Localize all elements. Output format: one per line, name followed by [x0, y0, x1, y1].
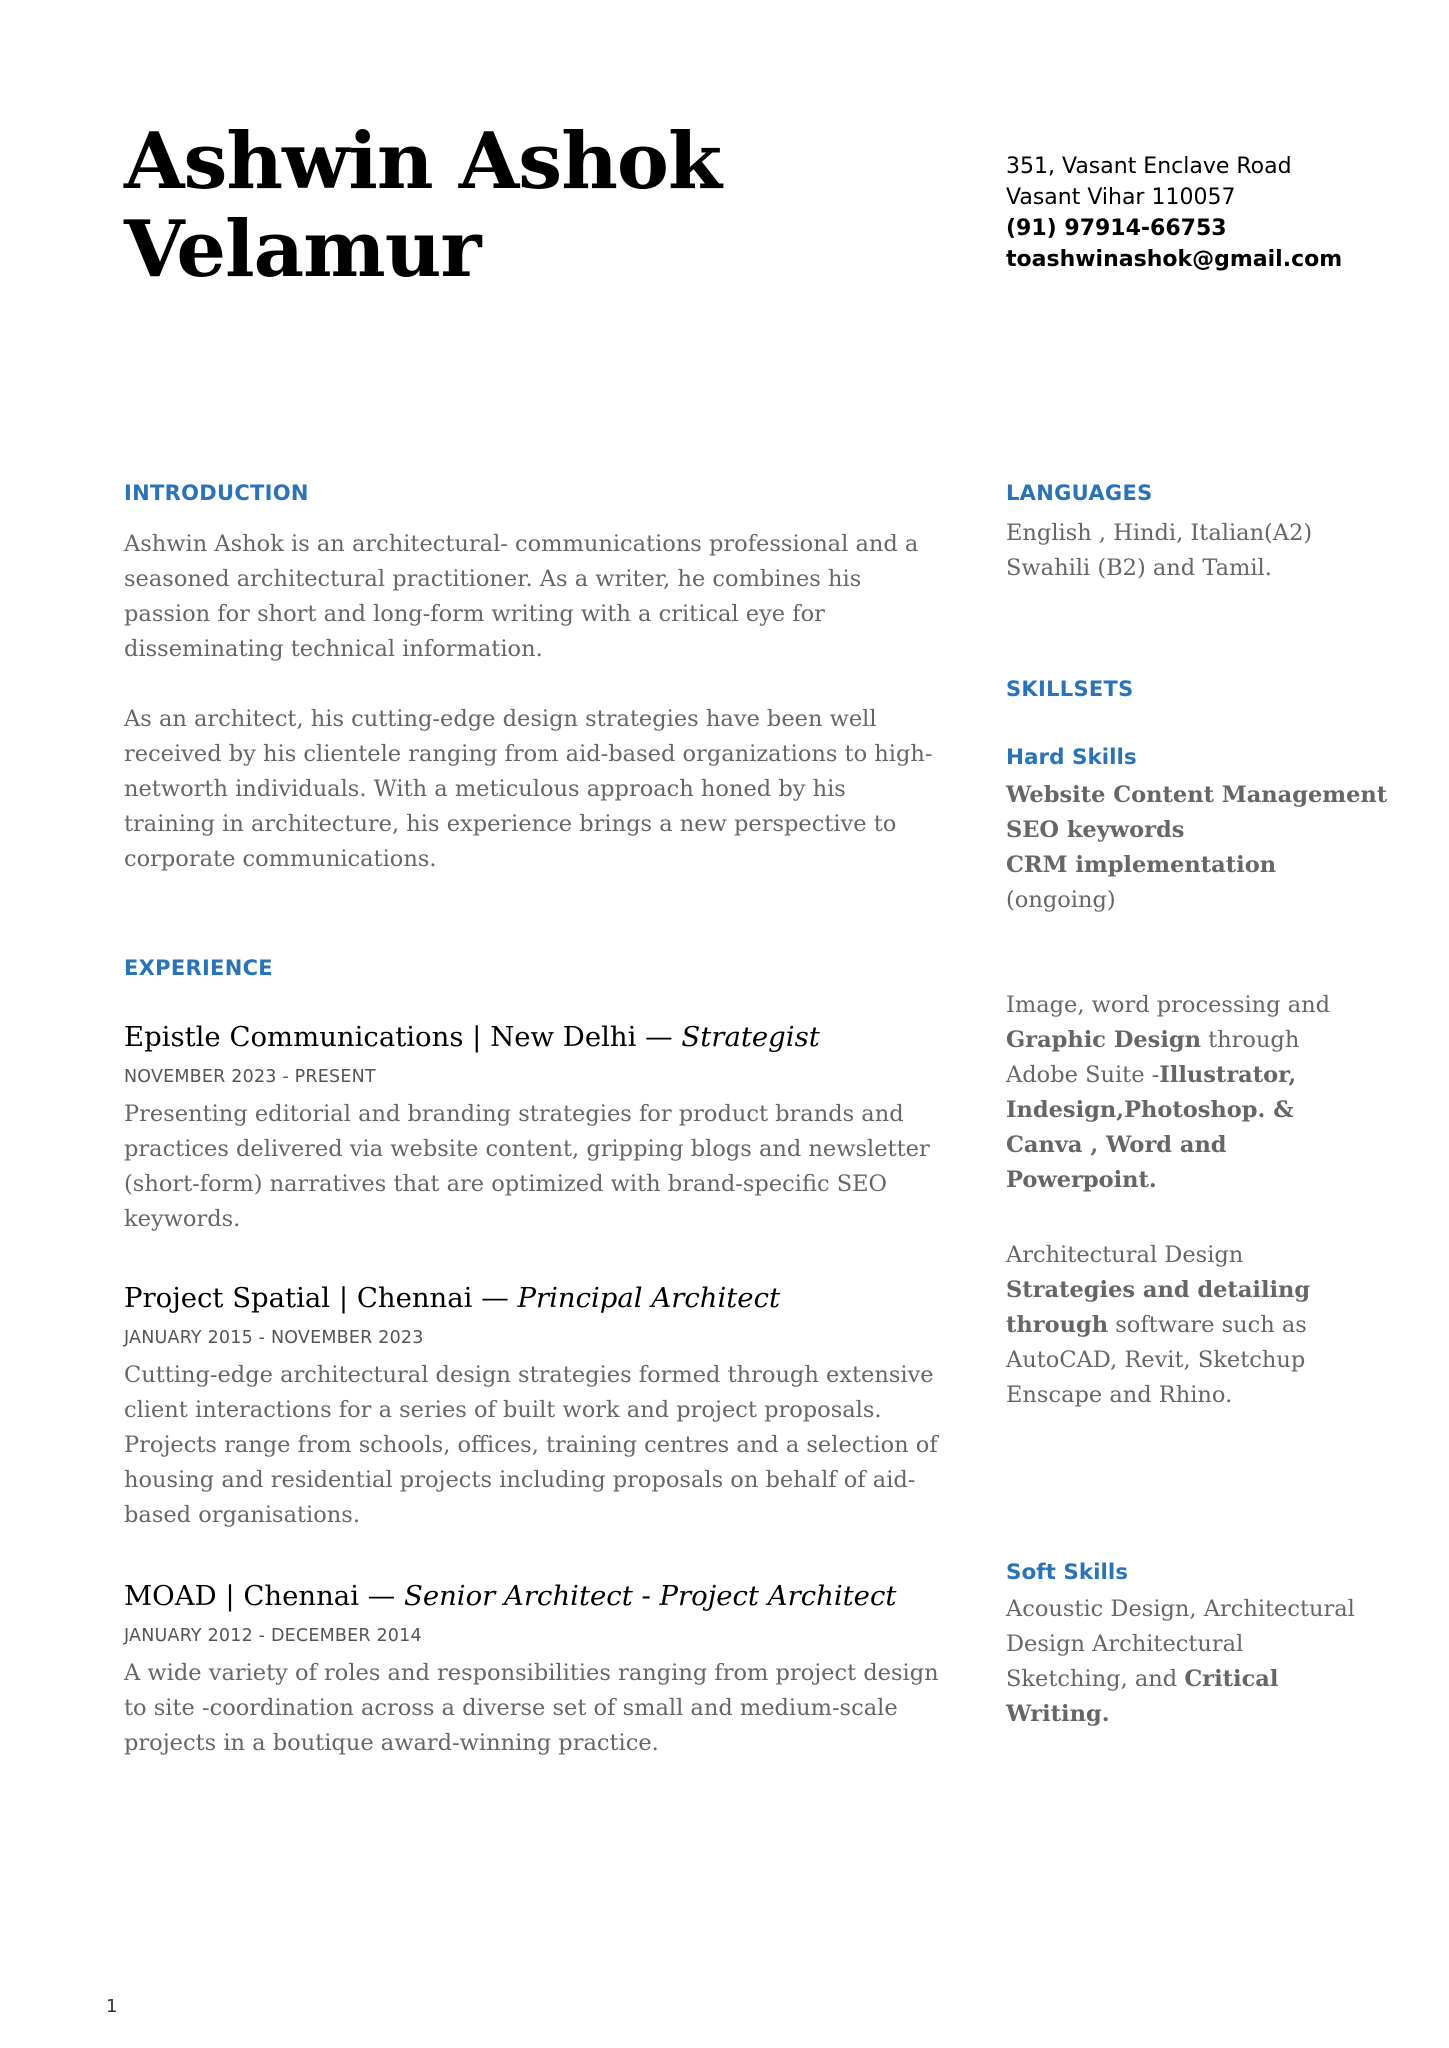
skill-text-bold: Graphic Design	[1006, 1027, 1201, 1053]
job-separator: —	[472, 1282, 518, 1314]
introduction-heading: INTRODUCTION	[124, 481, 309, 505]
job-role: Senior Architect - Project Architect	[403, 1580, 897, 1612]
job-dates: JANUARY 2015 - NOVEMBER 2023	[124, 1328, 424, 1348]
skill-text-bold: Strategies and detailing through	[1006, 1277, 1311, 1338]
introduction-paragraph-2: As an architect, his cutting-edge design strategies have been well received by his clientele ranging from aid-based organizations to high-networth individuals. With a meticulous approach honed by his training in architecture, his experience brings a new perspective to corporate communications.	[124, 706, 933, 872]
hard-skill-note: (ongoing)	[1006, 887, 1116, 913]
email-address: toashwinashok@gmail.com	[1006, 247, 1343, 272]
job-description: Cutting-edge architectural design strategies formed through extensive client interactions for a series of built work and project proposals. Projects range from schools, offices, training centres and a selection of housing and residential projects including proposals on behalf of aid-based organisations.	[124, 1362, 938, 1528]
job-title	[124, 1578, 954, 1614]
hard-skills-list	[1006, 778, 1406, 918]
job-dates: NOVEMBER 2023 - PRESENT	[124, 1067, 376, 1087]
skill-text-bold: Illustrator, Indesign,Photoshop. & Canva , Word and Powerpoint.	[1006, 1062, 1297, 1193]
experience-entry	[124, 1280, 954, 1533]
languages-list	[1006, 516, 1406, 586]
experience-entry	[124, 1019, 954, 1237]
job-role: Principal Architect	[517, 1282, 781, 1314]
skill-text: Architectural Design	[1006, 1242, 1244, 1268]
job-separator: —	[359, 1580, 404, 1612]
phone-number: (91) 97914-66753	[1006, 216, 1227, 241]
name-line-2: Velamur	[124, 204, 481, 295]
address-line-2: Vasant Vihar 110057	[1006, 185, 1236, 210]
languages-line-2: Swahili (B2) and Tamil.	[1006, 555, 1272, 581]
page-number: 1	[106, 1996, 118, 2017]
soft-skills-text	[1006, 1592, 1356, 1732]
job-title	[124, 1019, 954, 1055]
job-company: MOAD | Chennai	[124, 1580, 359, 1612]
architectural-design-skill	[1006, 1238, 1336, 1413]
name-line-1: Ashwin Ashok	[124, 116, 721, 207]
hard-skill-item: Website Content Management	[1006, 782, 1388, 808]
graphic-design-skill	[1006, 988, 1366, 1198]
skill-text: software such as AutoCAD, Revit, Sketchup Enscape and Rhino.	[1006, 1312, 1307, 1408]
address-line-1: 351, Vasant Enclave Road	[1006, 154, 1292, 179]
skill-text: Image, word processing and	[1006, 992, 1331, 1018]
job-company: Project Spatial | Chennai	[124, 1282, 473, 1314]
languages-line-1: English , Hindi, Italian(A2)	[1006, 520, 1313, 546]
hard-skill-item: SEO keywords	[1006, 817, 1185, 843]
job-dates: JANUARY 2012 - DECEMBER 2014	[124, 1626, 422, 1646]
job-description: Presenting editorial and branding strategies for product brands and practices delivered via website content, gripping blogs and newsletter (short-form) narratives that are optimized with brand-specific SEO keywords.	[124, 1101, 930, 1232]
candidate-name	[124, 118, 924, 294]
experience-heading: EXPERIENCE	[124, 956, 273, 980]
job-description: A wide variety of roles and responsibilities ranging from project design to site -coordination across a diverse set of small and medium-scale projects in a boutique award-winning practice.	[124, 1660, 939, 1756]
introduction-paragraph-1: Ashwin Ashok is an architectural- communications professional and a seasoned architectural practitioner. As a writer, he combines his passion for short and long-form writing with a critical eye for disseminating technical information.	[124, 531, 919, 662]
contact-block	[1006, 151, 1426, 275]
languages-heading: LANGUAGES	[1006, 481, 1153, 505]
skill-text-bold: Critical Writing.	[1006, 1666, 1279, 1727]
job-separator: —	[636, 1021, 682, 1053]
experience-entry	[124, 1578, 954, 1761]
skill-text: through Adobe Suite -	[1006, 1027, 1300, 1088]
job-company: Epistle Communications | New Delhi	[124, 1021, 637, 1053]
hard-skill-item: CRM implementation	[1006, 852, 1277, 878]
job-role: Strategist	[681, 1021, 820, 1053]
skillsets-heading: SKILLSETS	[1006, 677, 1134, 701]
skill-text: Acoustic Design, Architectural Design Architectural Sketching, and	[1006, 1596, 1355, 1692]
soft-skills-heading: Soft Skills	[1006, 1560, 1129, 1585]
hard-skills-heading: Hard Skills	[1006, 745, 1137, 770]
job-title	[124, 1280, 954, 1316]
